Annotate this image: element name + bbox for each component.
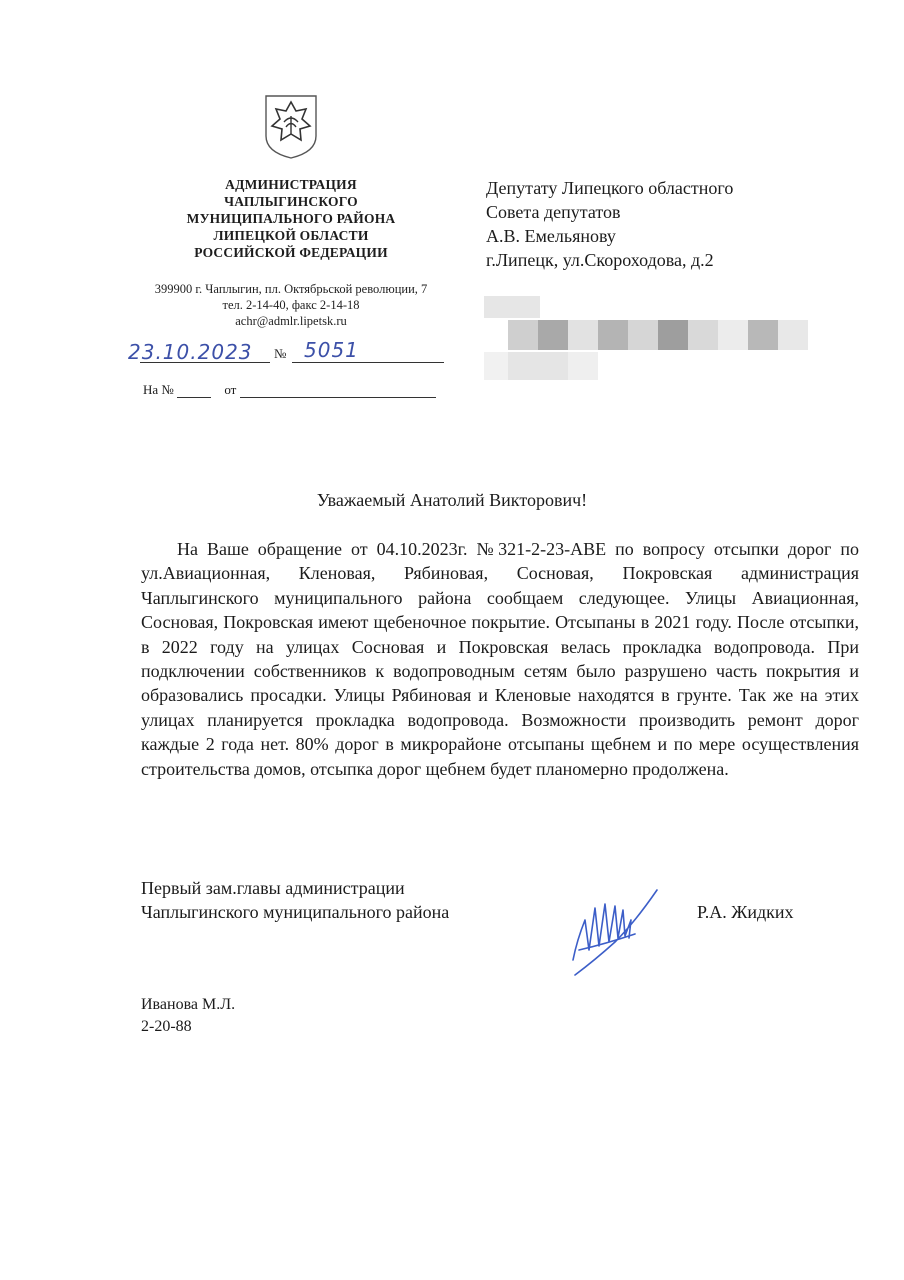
org-contacts (140, 281, 442, 329)
org-line: МУНИЦИПАЛЬНОГО РАЙОНА (186, 211, 396, 226)
organization-name (140, 176, 442, 261)
org-email: achr@admlr.lipetsk.ru (235, 314, 347, 328)
signatory-name: Р.А. Жидких (697, 902, 794, 922)
registration-number-field (292, 338, 444, 363)
addressee-line: Депутату Липецкого областного (486, 178, 734, 198)
signatory-title (141, 876, 449, 924)
executor-info (141, 994, 235, 1038)
signatory-title-line: Чаплыгинского муниципального района (141, 902, 450, 922)
redacted-area (484, 296, 814, 388)
letter-body (141, 537, 859, 781)
addressee-block (486, 176, 733, 272)
ref-date-blank (240, 383, 436, 398)
coat-of-arms-emblem (262, 92, 320, 160)
signatory-title-line: Первый зам.главы администрации (141, 878, 405, 898)
org-line: АДМИНИСТРАЦИЯ (225, 177, 357, 192)
handwritten-signature (565, 880, 665, 985)
org-line: РОССИЙСКОЙ ФЕДЕРАЦИИ (194, 245, 388, 260)
org-phone: тел. 2-14-40, факс 2-14-18 (222, 298, 360, 312)
greeting: Уважаемый Анатолий Викторович! (316, 490, 588, 510)
ref-prefix-label: На № (143, 382, 174, 397)
registration-date: 23.10.2023 (128, 340, 253, 364)
addressee-line: г.Липецк, ул.Скороходова, д.2 (486, 250, 714, 270)
addressee-line: Совета депутатов (486, 202, 621, 222)
registration-line (128, 338, 444, 364)
registration-date-field (128, 338, 270, 364)
org-line: ЛИПЕЦКОЙ ОБЛАСТИ (213, 228, 369, 243)
executor-phone: 2-20-88 (141, 1018, 192, 1035)
executor-name: Иванова М.Л. (141, 996, 236, 1013)
body-paragraph: На Ваше обращение от 04.10.2023г. №321-2-23-АВЕ по вопросу отсыпки дорог по ул.Авиационная, Кленовая, Рябиновая, Сосновая, Покровская администрация Чаплыгинского муниципального района сообщаем следующее. Улицы Авиационная, Сосновая, Покровская имеют щебеночное покрытие. Отсыпаны в 2021 году. После отсыпки, в 2022 году на улицах Сосновая и Покровская велась прокладка водопровода. При подключении собственников к водопроводным сетям было разрушено часть покрытия и образовались просадки. Улицы Рябиновая и Кленовые находятся в грунте. Так же на этих улицах планируется прокладка водопровода. Возможности производить ремонт дорог каждые 2 года нет. 80% дорог в микрорайоне отсыпаны щебнем и по мере осуществления строительства домов, отсыпка дорог щебнем будет планомерно продолжена. (141, 539, 859, 779)
org-address: 399900 г. Чаплыгин, пл. Октябрьской революции, 7 (154, 282, 428, 296)
org-line: ЧАПЛЫГИНСКОГО (224, 194, 358, 209)
ref-number-blank (177, 383, 211, 398)
addressee-line: А.В. Емельянову (486, 226, 616, 246)
registration-number-label: № (274, 346, 287, 361)
reference-line (143, 382, 443, 402)
registration-number: 5051 (304, 338, 359, 362)
ref-from-label: от (224, 382, 237, 397)
